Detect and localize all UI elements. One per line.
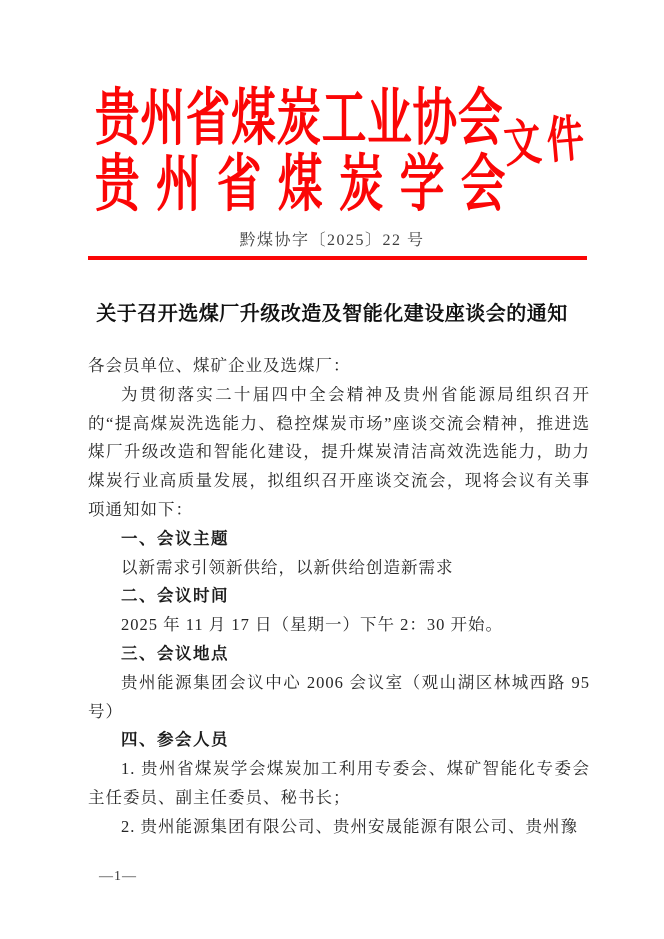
section-2-content: 2025 年 11 月 17 日（星期一）下午 2：30 开始。 xyxy=(121,615,504,635)
section-1-content: 以新需求引领新供给，以新供给创造新需求 xyxy=(121,557,454,577)
page-number: —1— xyxy=(99,869,137,884)
section-4-heading: 四、参会人员 xyxy=(121,731,229,750)
letterhead xyxy=(95,86,507,218)
document-body xyxy=(88,352,590,842)
org-name-line2: 贵州省煤炭学会 xyxy=(95,151,506,219)
section-4-item-1: 1. 贵州省煤炭学会煤炭加工利用专委会、煤矿智能化专委会主任委员、副主任委员、秘书长； xyxy=(88,759,590,807)
doc-type-label: 文件 xyxy=(501,109,593,173)
doc-number: 黔煤协字〔2025〕22 号 xyxy=(239,232,425,249)
section-1-heading: 一、会议主题 xyxy=(121,529,229,548)
section-2-heading: 二、会议时间 xyxy=(121,587,229,606)
section-3-heading: 三、会议地点 xyxy=(121,644,229,663)
intro-paragraph: 为贯彻落实二十届四中全会精神及贵州省能源局组织召开的“提高煤炭洗选能力、稳控煤炭市场”座谈交流会精神，推进选煤厂升级改造和智能化建设，提升煤炭清洁高效洗选能力，助力煤炭行业高质量发展，拟组织召开座谈交流会，现将会议有关事项通知如下： xyxy=(88,384,590,519)
red-divider-rule xyxy=(88,256,587,260)
org-name-line1: 贵州省煤炭工业协会 xyxy=(95,85,504,153)
salutation: 各会员单位、煤矿企业及选煤厂： xyxy=(88,356,351,375)
document-title: 关于召开选煤厂升级改造及智能化建设座谈会的通知 xyxy=(96,303,568,325)
section-4-item-2: 2. 贵州能源集团有限公司、贵州安晟能源有限公司、贵州豫 xyxy=(121,816,578,836)
section-3-content: 贵州能源集团会议中心 2006 会议室（观山湖区林城西路 95 号） xyxy=(88,672,590,721)
